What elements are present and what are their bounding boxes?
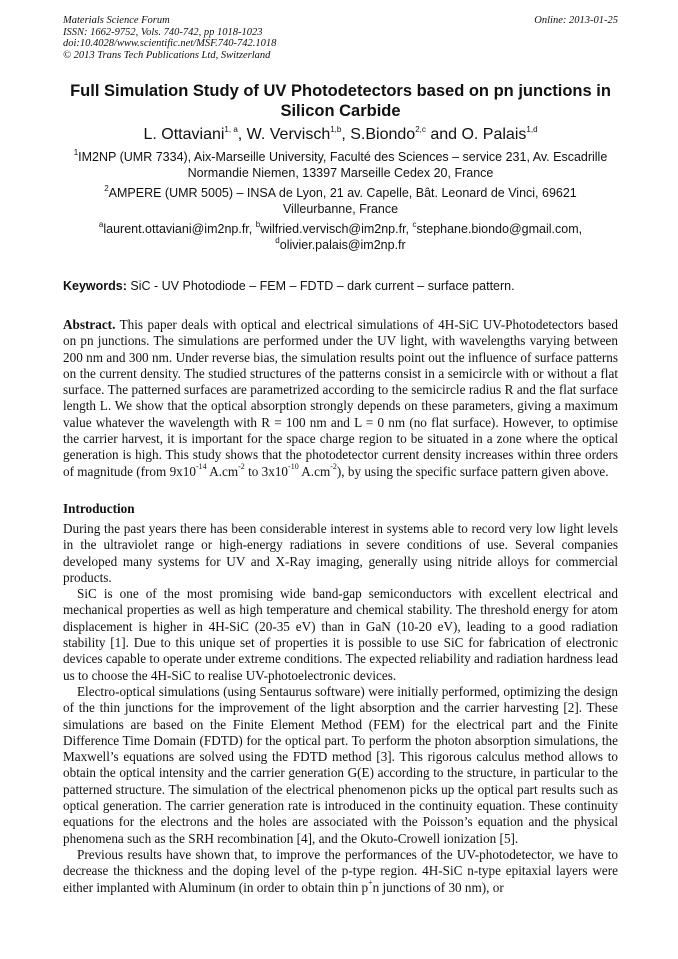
paper-title <box>63 81 618 121</box>
paragraph-text: Previous results have shown that, to improve the performances of the UV-photodetector, we have to decrease the thickness and the doping level of the p-type region. 4H-SiC n-type epitaxial layers were either implanted with Aluminum (in order to obtain thin p <box>63 846 618 895</box>
affiliation-text: IM2NP (UMR 7334), Aix-Marseille University, Faculté des Sciences – service 231, Av. Escadrille <box>78 150 608 164</box>
keywords-label: Keywords: <box>63 279 127 293</box>
author-conjunction: and <box>430 126 458 143</box>
email-mark: d <box>275 235 280 245</box>
author-affiliation-mark: 1,b <box>330 124 342 134</box>
section-heading-introduction: Introduction <box>63 501 135 516</box>
paragraph: Electro-optical simulations (using Sentaurus software) were initially performed, optimizing the design of the thin junctions for the improvement of the light absorption and the carrier harvesting [2]. These simulations are based on the Finite Element Method (FEM) for the electrical part and the Finite Difference Time Domain (FDTD) for the optical part. To perform the photon absorption simulations, the Maxwell’s equations are solved using the FDTD method [3]. This rigorous calculus method allows to obtain the optical intensity and the carrier generation G(E) according to the structure, in particular to the patterned structure. The simulation of the electrical phenomenon picks up the optical part results such as optical generation. The carrier generation rate is introduced in the continuity equation. These continuity equations for the electrons and the holes are associated with the Poisson’s equation and the physical phenomena such as the SRH recombination [4], and the Okuto-Crowell ionization [5]. <box>63 683 618 846</box>
email-mark: c <box>412 219 417 229</box>
affiliation-1 <box>63 149 618 181</box>
author-list: L. Ottaviani$^{1, a}$, W. Vervisch$^{1,b}$, S.Biondo$^{2,c}$ and O. Palais$^{1,d}$ <box>143 124 538 143</box>
paragraph: SiC is one of the most promising wide band-gap semiconductors with excellent electrical and mechanical properties as well as high temperature and chemical stability. The threshold energy for atom displacement is higher in 4H-SiC (20-35 eV) than in GaN (10-20 eV), leading to a good radiation stability [1]. Due to this unique set of properties it is possible to use SiC for fabrication of electronic devices capable to operate under extreme conditions. The expected reliability and radiation hardness lead us to choose the 4H-SiC to realise UV-photoelectronic devices. <box>63 586 618 683</box>
exponent: -2 <box>330 462 337 472</box>
author-name: S.Biondo <box>350 126 416 143</box>
journal-issn: ISSN: 1662-9752, Vols. 740-742, pp 1018-1023 <box>63 26 263 38</box>
introduction-body <box>63 521 618 896</box>
author-affiliation-mark: 1,d <box>526 124 538 134</box>
journal-copyright: © 2013 Trans Tech Publications Ltd, Switzerland <box>63 49 271 61</box>
author-name: L. Ottaviani <box>143 126 225 143</box>
online-date: Online: 2013-01-25 <box>534 15 618 26</box>
email-address[interactable]: olivier.palais@im2np.fr <box>279 238 406 252</box>
email-address[interactable]: laurent.ottaviani@im2np.fr, <box>103 222 253 236</box>
author-emails <box>63 221 618 253</box>
abstract-text: A.cm <box>298 463 331 479</box>
abstract-text: This paper deals with optical and electrical simulations of 4H-SiC UV-Photodetectors based on pn junctions. The simulations are performed under the UV light, with wavelengths varying between 200 nm and 300 nm. Under reverse bias, the simulation results point out the influence of surface patterns on the current density. The studied structures of the patterns consist in a semicircle with or without a flat surface. The patterned surfaces are parametrized according to the semicircle radius R and the flat surface length L. We show that the optical absorption strongly depends on these parameters, giving a maximum value whatever the wavelength with R = 100 nm and L = 0 nm (no flat surface). However, to optimise the carrier harvest, it is important for the space charge region to be situated in a zone where the optical generation is high. This study shows that the photodetector current density increases within three orders of magnitude (from 9x10 <box>63 317 618 479</box>
email-mark: b <box>255 219 261 229</box>
author-name: W. Vervisch <box>246 126 331 143</box>
exponent: -10 <box>288 462 299 472</box>
paragraph: During the past years there has been considerable interest in systems able to record very low light levels in the ultraviolet range or high-energy radiations in severe conditions of use. Several companies developed many systems for UV and X-Ray imaging, generally using nitride alloys for commercial products. <box>63 521 618 585</box>
title-line-2: Silicon Carbide <box>280 102 401 120</box>
email-address[interactable]: wilfried.vervisch@im2np.fr, <box>260 222 410 236</box>
journal-header <box>63 15 618 61</box>
keywords <box>63 278 618 294</box>
journal-name: Materials Science Forum <box>63 15 170 26</box>
author-name: O. Palais <box>461 126 527 143</box>
abstract-text: ), by using the specific surface pattern given above. <box>336 463 609 479</box>
abstract-text: to 3x10 <box>244 463 289 479</box>
author-affiliation-mark: 2,c <box>415 124 426 134</box>
keywords-text: SiC - UV Photodiode – FEM – FDTD – dark current – surface pattern. <box>130 279 515 293</box>
abstract-label: Abstract. <box>63 317 116 332</box>
email-mark: a <box>98 219 104 229</box>
author-affiliation-mark: 1, a <box>224 124 238 134</box>
paragraph <box>63 847 618 896</box>
affiliation-text: Normandie Niemen, 13397 Marseille Cedex 20, France <box>187 166 494 180</box>
exponent: -2 <box>238 462 245 472</box>
journal-doi: doi:10.4028/www.scientific.net/MSF.740-742.1018 <box>63 38 277 49</box>
superscript: + <box>368 878 373 888</box>
affiliation-number: 1 <box>73 147 79 157</box>
affiliation-2 <box>63 185 618 217</box>
affiliation-text: AMPERE (UMR 5005) – INSA de Lyon, 21 av. Capelle, Bât. Leonard de Vinci, 69621 <box>108 186 577 200</box>
exponent: -14 <box>195 462 207 472</box>
affiliation-number: 2 <box>104 183 109 193</box>
paragraph-text: n junctions of 30 nm), or <box>372 879 504 895</box>
abstract-text: A.cm <box>206 463 239 479</box>
affiliation-text: Villeurbanne, France <box>282 202 399 216</box>
abstract <box>63 317 618 480</box>
title-line-1: Full Simulation Study of UV Photodetectors based on pn junctions in <box>70 82 611 100</box>
email-address[interactable]: stephane.biondo@gmail.com, <box>416 222 583 236</box>
